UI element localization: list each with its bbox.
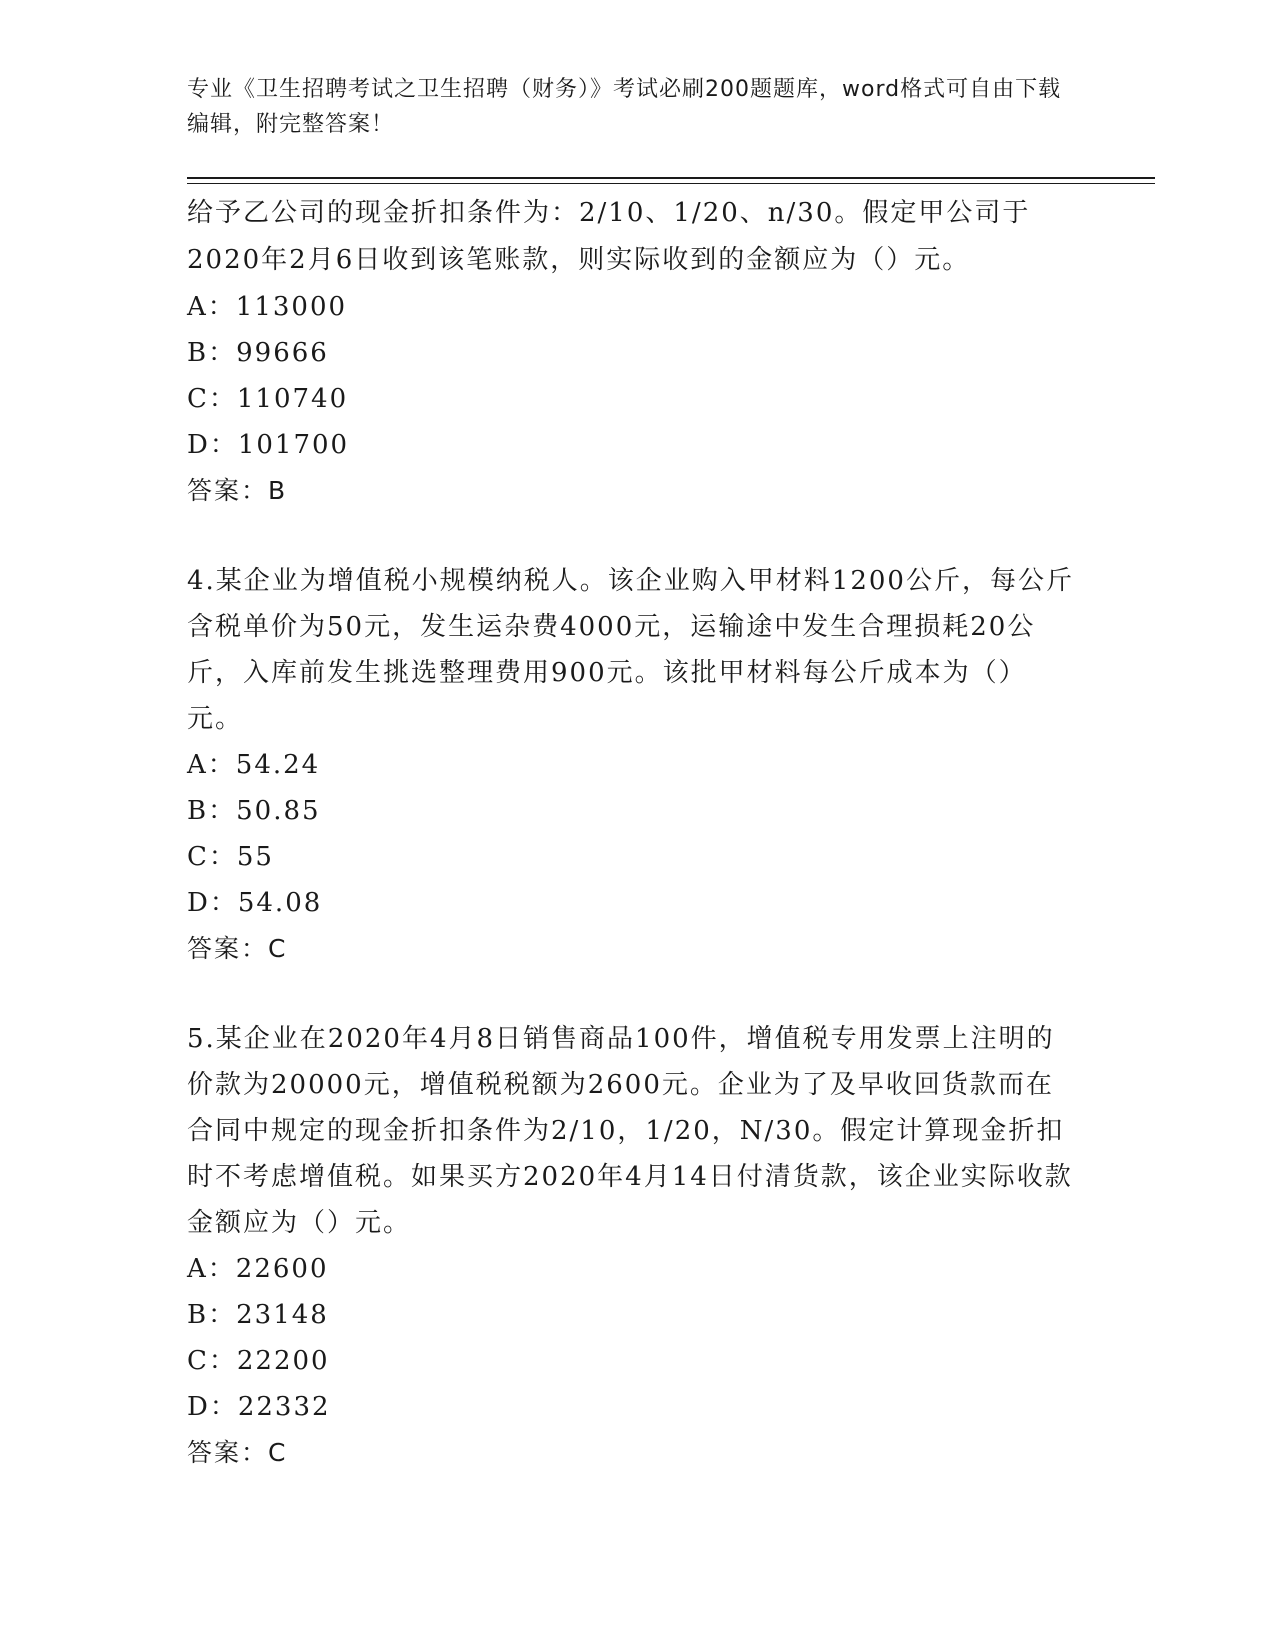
option-d: D：101700: [187, 430, 350, 460]
option-a: A：113000: [187, 292, 348, 322]
question-stem: 给予乙公司的现金折扣条件为：2/10、1/20、n/30。假定甲公司于2020年2月6日收到该笔账款，则实际收到的金额应为（）元。: [187, 198, 1031, 275]
option-a: A：54.24: [187, 750, 321, 780]
answer-line: 答案：C: [187, 1438, 288, 1467]
option-c: C：55: [187, 842, 274, 872]
option-d: D：22332: [187, 1392, 331, 1422]
header-rule-thick: [187, 177, 1155, 179]
question-block: [187, 558, 1077, 972]
option-b: B：99666: [187, 338, 329, 368]
question-list: [187, 190, 1077, 1476]
option-d: D：54.08: [187, 888, 323, 918]
option-c: C：22200: [187, 1346, 330, 1376]
question-block: [187, 190, 1077, 514]
answer-line: 答案：C: [187, 934, 288, 963]
question-stem: 5.某企业在2020年4月8日销售商品100件，增值税专用发票上注明的价款为20000元，增值税税额为2600元。企业为了及早收回货款而在合同中规定的现金折扣条件为2/10，1/20，N/30。假定计算现金折扣时不考虑增值税。如果买方2020年4月14日付清货款，该企业实际收款金额应为（）元。: [187, 1024, 1073, 1238]
header-rule-thin: [187, 183, 1155, 184]
question-block: [187, 1016, 1077, 1476]
option-c: C：110740: [187, 384, 349, 414]
option-b: B：50.85: [187, 796, 321, 826]
option-a: A：22600: [187, 1254, 329, 1284]
question-stem: 4.某企业为增值税小规模纳税人。该企业购入甲材料1200公斤，每公斤含税单价为50元，发生运杂费4000元，运输途中发生合理损耗20公斤，入库前发生挑选整理费用900元。该批甲材料每公斤成本为（）元。: [187, 566, 1074, 734]
option-b: B：23148: [187, 1300, 329, 1330]
document-header: 专业《卫生招聘考试之卫生招聘（财务）》考试必刷200题题库，word格式可自由下载编辑，附完整答案！: [187, 77, 1062, 137]
answer-line: 答案：B: [187, 476, 288, 505]
